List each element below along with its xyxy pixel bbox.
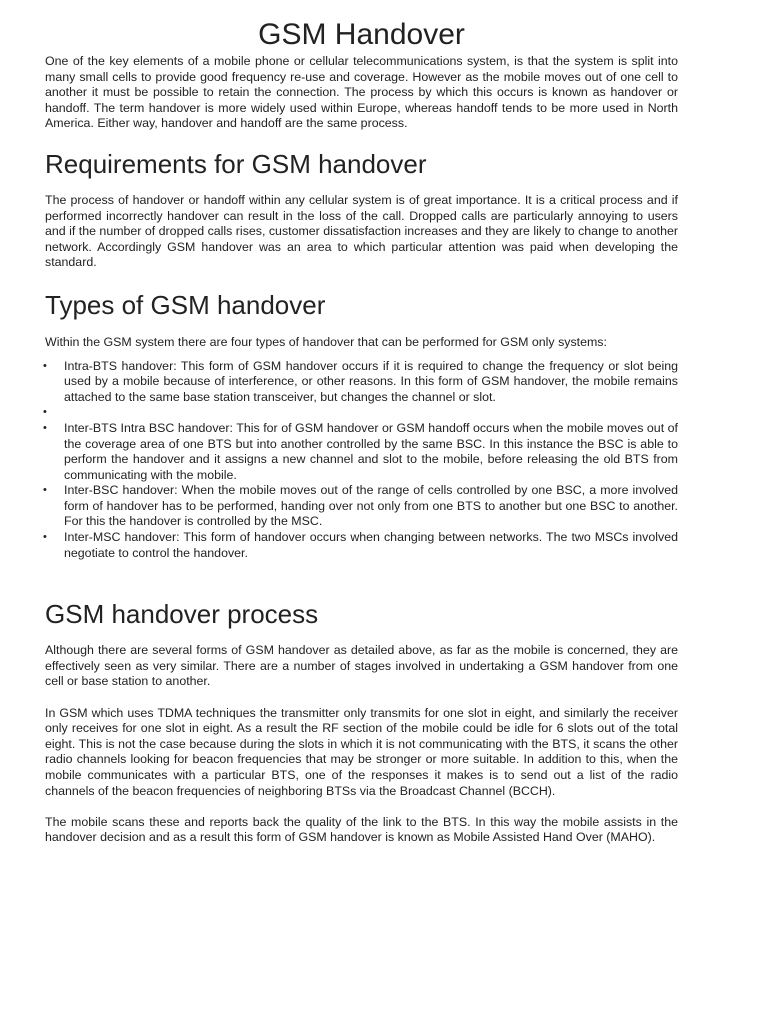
- requirements-paragraph: The process of handover or handoff within any cellular system is of great importance. It is a critical process and if performed incorrectly handover can result in the loss of the call. Dropped calls are particularly annoying to users and if the number of dropped calls rises, customer dissatisfaction increases and they are likely to change to another network. Accordingly GSM handover was an area to which particular attention was paid when developing the standard.: [45, 192, 678, 270]
- list-item: [45, 530, 678, 561]
- list-item: [45, 483, 678, 530]
- process-paragraph: In GSM which uses TDMA techniques the transmitter only transmits for one slot in eight, and similarly the receiver only receives for one slot in eight. As a result the RF section of the mobile could be idle for 6 slots out of the total eight. This is not the case because during the slots in which it is not communicating with the BTS, it scans the other radio channels looking for beacon frequencies that may be stronger or more suitable. In addition to this, when the mobile communicates with a particular BTS, one of the responses it makes is to send out a list of the radio channels of the beacon frequencies of neighboring BTSs via the Broadcast Channel (BCCH).: [45, 705, 678, 798]
- handover-types-list: [45, 359, 678, 562]
- list-item: [45, 421, 678, 483]
- process-paragraph: The mobile scans these and reports back the quality of the link to the BTS. In this way the mobile assists in the handover decision and as a result this form of GSM handover is known as Mobile Assisted Hand Over (MAHO).: [45, 814, 678, 845]
- bullet-icon: •: [43, 531, 47, 544]
- list-item-text: Inter-BSC handover: When the mobile moves out of the range of cells controlled by one BSC, a more involved form of handover has to be performed, handing over not only from one BTS to another but one BSC to another. For this the handover is controlled by the MSC.: [64, 483, 678, 529]
- document-title: GSM Handover: [258, 18, 465, 51]
- requirements-heading: Requirements for GSM handover: [45, 148, 427, 179]
- types-paragraph: Within the GSM system there are four types of handover that can be performed for GSM only systems:: [45, 334, 607, 349]
- list-item-text: Intra-BTS handover: This form of GSM handover occurs if it is required to change the frequency or slot being used by a mobile because of interference, or other reasons. In this form of GSM handover, the mobile remains attached to the same base station transceiver, but changes the channel or slot.: [64, 358, 678, 404]
- types-heading: Types of GSM handover: [45, 289, 326, 320]
- list-item-text: Inter-MSC handover: This form of handover occurs when changing between networks. The two MSCs involved negotiate to control the handover.: [64, 530, 678, 560]
- bullet-icon: •: [43, 406, 47, 419]
- intro-paragraph: One of the key elements of a mobile phone or cellular telecommunications system, is that the system is split into many small cells to provide good frequency re-use and coverage. However as the mobile moves out of one cell to another it must be possible to retain the connection. The process by which this occurs is known as handover or handoff. The term handover is more widely used within Europe, whereas handoff tends to be more used in North America. Either way, handover and handoff are the same process.: [45, 54, 678, 131]
- bullet-icon: •: [43, 484, 47, 497]
- list-item: [45, 359, 678, 406]
- document-page: [45, 0, 678, 846]
- list-item: [45, 405, 678, 421]
- process-paragraph: Although there are several forms of GSM handover as detailed above, as far as the mobile is concerned, they are effectively seen as very similar. There are a number of stages involved in undertaking a GSM handover from one cell or base station to another.: [45, 643, 678, 689]
- bullet-icon: •: [43, 421, 47, 434]
- process-heading: GSM handover process: [45, 599, 319, 630]
- bullet-icon: •: [43, 359, 47, 372]
- list-item-text: Inter-BTS Intra BSC handover: This for of GSM handover or GSM handoff occurs when the mobile moves out of the coverage area of one BTS but into another controlled by the same BSC. In this instance the BSC is able to perform the handover and it assigns a new channel and slot to the mobile, before releasing the old BTS from communicating with the mobile.: [64, 420, 678, 482]
